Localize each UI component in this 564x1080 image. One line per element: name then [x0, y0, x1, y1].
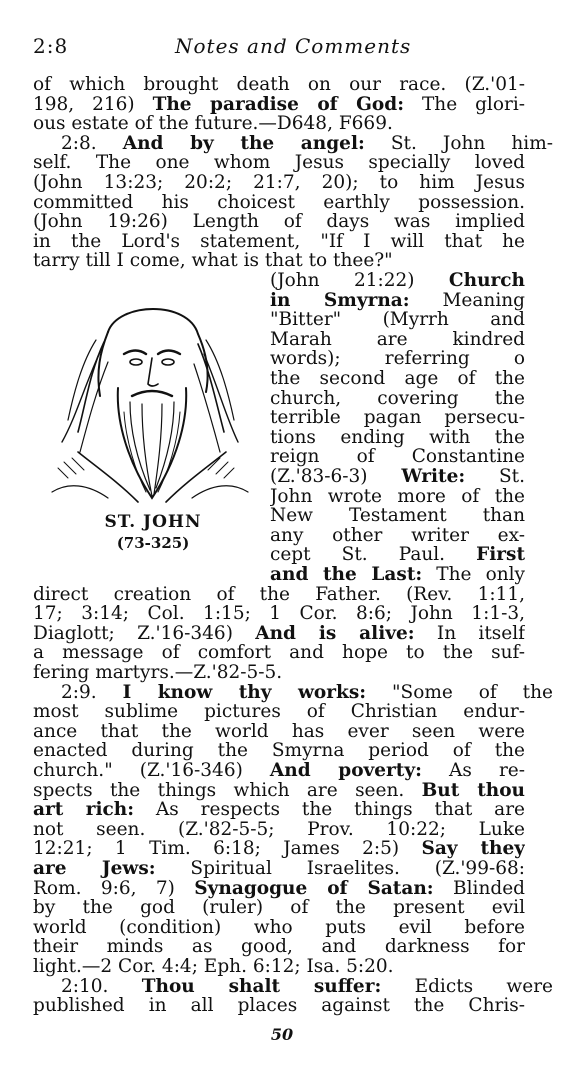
text-line	[33, 114, 525, 134]
text-run: New Testament than	[270, 506, 525, 527]
text-line	[33, 95, 525, 115]
text-line	[33, 937, 525, 957]
text-line	[33, 585, 525, 605]
text-line	[33, 193, 525, 213]
bold-heading: I know thy works:	[122, 682, 367, 703]
text-run: The glori-	[404, 94, 525, 115]
text-run: (John 19:26) Length of days was implied	[33, 212, 525, 233]
text-line	[33, 741, 525, 761]
text-line	[33, 643, 525, 663]
text-run: John wrote more of the	[270, 486, 525, 507]
text-line	[33, 232, 525, 252]
text-run: "Some of the	[366, 682, 553, 703]
text-line	[33, 839, 525, 859]
text-line	[270, 526, 525, 546]
bold-heading: First	[476, 545, 525, 566]
text-line	[33, 212, 525, 232]
text-line	[33, 898, 525, 918]
text-run: Diaglott; Z.'16-346)	[33, 623, 256, 644]
text-run: (John 13:23; 20:2; 21:7, 20); to him Jesus	[33, 173, 525, 193]
portrait-dates: (73-325)	[116, 534, 190, 552]
text-run: a message of comfort and hope to the suf-	[33, 643, 525, 664]
text-run: in the Lord's statement, "If I will that he	[33, 231, 525, 252]
text-run: In itself	[414, 623, 525, 644]
text-line	[33, 663, 525, 683]
portrait-caption: ST. JOHN	[104, 512, 202, 532]
text-line	[270, 389, 525, 409]
text-line	[270, 271, 525, 291]
running-header	[33, 34, 531, 62]
text-run: tions ending with the	[270, 427, 525, 448]
bold-heading: Church	[448, 271, 525, 291]
text-line	[33, 702, 525, 722]
text-run: cept St. Paul.	[270, 545, 477, 566]
text-line	[33, 879, 525, 899]
text-line	[33, 996, 525, 1016]
text-line	[33, 859, 525, 879]
bold-heading: Synagogue of Satan:	[194, 878, 434, 899]
text-run: 2:8.	[61, 133, 123, 154]
text-run: committed his choicest earthly possession.	[33, 192, 525, 213]
text-line	[270, 506, 525, 526]
text-line	[270, 545, 525, 565]
text-run: self. The one whom Jesus specially loved	[33, 153, 525, 174]
text-run: terrible pagan persecu-	[270, 408, 525, 429]
bold-heading: And poverty:	[269, 761, 422, 781]
text-line	[33, 957, 525, 977]
text-line	[33, 251, 525, 271]
text-line	[270, 310, 525, 330]
text-line	[33, 820, 525, 840]
text-run: 12:21; 1 Tim. 6:18; James 2:5)	[33, 839, 422, 860]
text-line	[33, 624, 525, 644]
text-run: enacted during the Smyrna period of the	[33, 741, 525, 762]
text-line	[33, 722, 525, 742]
text-line	[33, 173, 525, 193]
text-run: Rom. 9:6, 7)	[33, 878, 195, 899]
text-line	[33, 977, 553, 997]
bold-heading: are Jews:	[33, 859, 156, 879]
text-run: The only	[422, 565, 525, 585]
text-line	[33, 800, 525, 820]
bold-heading: But thou	[421, 780, 525, 801]
bold-heading: Say they	[421, 839, 525, 860]
text-run: tarry till I come, what is that to thee?"	[33, 251, 393, 272]
text-line	[33, 604, 525, 624]
text-run: ous estate of the future.—D648, F669.	[33, 114, 393, 135]
text-line	[33, 781, 525, 801]
text-line	[33, 153, 525, 173]
text-line	[33, 134, 553, 154]
text-run: 2:9.	[61, 682, 123, 703]
bold-heading: art rich:	[33, 800, 135, 821]
text-run: most sublime pictures of Christian endur-	[33, 702, 525, 723]
bold-heading: And by the angel:	[122, 133, 365, 154]
text-line	[33, 918, 525, 938]
text-run: their minds as good, and darkness for	[33, 937, 525, 958]
text-run: light.—2 Cor. 4:4; Eph. 6:12; Isa. 5:20.	[33, 957, 394, 977]
text-run: (Z.'83-6-3)	[270, 467, 402, 487]
text-line	[270, 349, 525, 369]
bold-heading: Thou shalt suffer:	[141, 976, 382, 997]
st-john-portrait	[38, 292, 260, 510]
chapter-verse-ref: 2:8	[33, 34, 69, 58]
text-run: church." (Z.'16-346)	[33, 761, 270, 781]
text-run: Meaning	[409, 290, 525, 311]
text-run: Blinded	[433, 878, 525, 899]
text-run: St.	[465, 467, 525, 487]
text-run: Spiritual Israelites. (Z.'99-68:	[155, 859, 525, 879]
text-run: direct creation of the Father. (Rev. 1:11,	[33, 584, 525, 605]
text-run: fering martyrs.—Z.'82-5-5.	[33, 663, 283, 683]
text-run: any other writer ex-	[270, 525, 525, 546]
text-line	[33, 761, 525, 781]
text-run: Marah are kindred	[270, 329, 525, 350]
text-run: Edicts were	[381, 976, 553, 997]
bold-heading: and the Last:	[270, 565, 423, 585]
page-number: 50	[270, 1025, 294, 1044]
text-run: (John 21:22)	[270, 271, 449, 291]
text-run: As re-	[421, 761, 525, 781]
bold-heading: And is alive:	[255, 623, 415, 644]
text-run: 2:10.	[61, 976, 142, 997]
text-run: the second age of the	[270, 369, 525, 389]
text-line	[270, 467, 525, 487]
text-run: spects the things which are seen.	[33, 780, 422, 801]
text-run: 198, 216)	[33, 94, 153, 115]
text-line	[33, 75, 525, 95]
text-run: world (condition) who puts evil before	[33, 917, 525, 938]
text-run: published in all places against the Chris-	[33, 996, 525, 1017]
text-line	[270, 487, 525, 507]
text-line	[270, 428, 525, 448]
text-run: by the god (ruler) of the present evil	[33, 898, 525, 919]
text-run: "Bitter" (Myrrh and	[270, 310, 525, 331]
text-line	[270, 330, 525, 350]
text-line	[270, 565, 525, 585]
text-line	[270, 291, 525, 311]
text-line	[270, 408, 525, 428]
text-run: ance that the world has ever seen were	[33, 721, 525, 742]
text-run: reign of Constantine	[270, 447, 525, 468]
bold-heading: The paradise of God:	[152, 94, 405, 115]
text-line	[270, 369, 525, 389]
text-run: As respects the things that are	[134, 800, 525, 821]
running-title: Notes and Comments	[175, 34, 412, 58]
text-line	[270, 447, 525, 467]
text-run: 17; 3:14; Col. 1:15; 1 Cor. 8:6; John 1:1-3,	[33, 604, 525, 625]
text-run: words); referring o	[270, 349, 525, 370]
bold-heading: Write:	[401, 467, 466, 487]
text-run: of which brought death on our race. (Z.'01-	[33, 75, 525, 95]
text-run: St. John him-	[364, 133, 553, 154]
bold-heading: in Smyrna:	[270, 290, 410, 311]
text-line	[33, 683, 553, 703]
text-run: not seen. (Z.'82-5-5; Prov. 10:22; Luke	[33, 819, 525, 840]
text-run: church, covering the	[270, 388, 525, 409]
